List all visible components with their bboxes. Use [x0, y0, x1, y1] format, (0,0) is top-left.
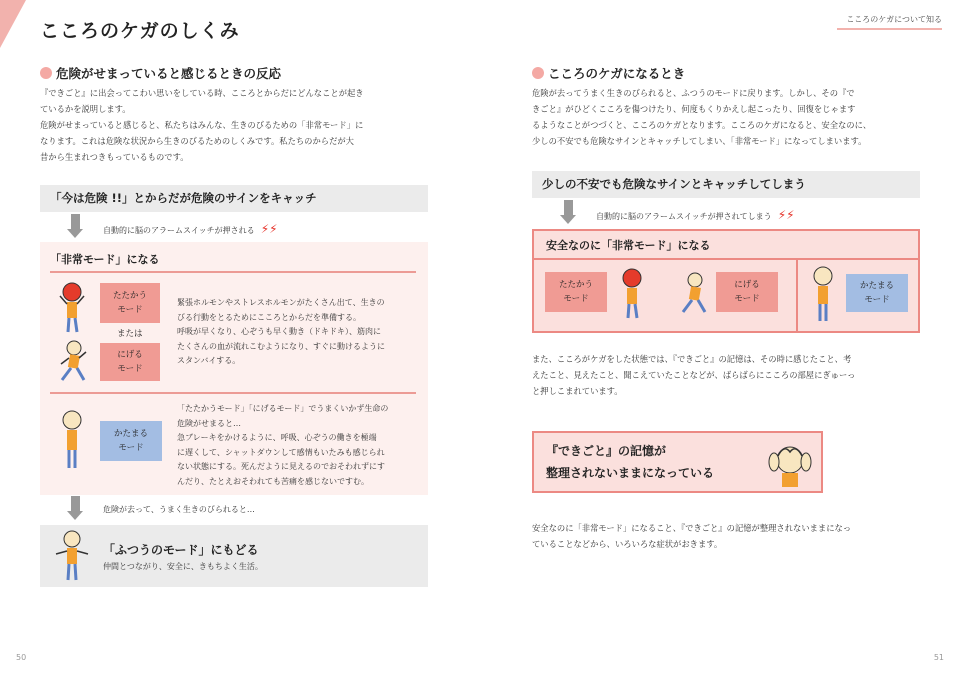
flee-mode-label: にげる モード: [100, 343, 160, 381]
bullet-dot-icon: [532, 67, 544, 79]
emergency-mode-title: 「非常モード」になる: [50, 253, 160, 266]
down-arrow-icon: [67, 496, 83, 520]
bullet-dot-icon: [40, 67, 52, 79]
flee-mode-label-right: にげる モード: [716, 272, 778, 312]
right-section-heading: こころのケガになるとき: [532, 64, 685, 82]
alarm-note: 自動的に脳のアラームスイッチが押される ⚡⚡: [103, 222, 278, 236]
chapter-header: こころのケガについて知る: [846, 15, 942, 24]
header-underline: [837, 28, 942, 30]
danger-catch-bar: 「今は危険 !!」とからだが危険のサインをキャッチ: [40, 185, 428, 212]
divider: [534, 258, 918, 260]
danger-gone-note: 危険が去って、うまく生きのびられると…: [103, 505, 255, 514]
left-intro: 『できごと』に出会ってこわい思いをしている時、こころとからだにどんなことが起き ているかを説明します。 危険がせまっていると感じると、私たちはみんな、生きのびるための「非常モード」に なります。これは危険な状況から生きのびるためのしくみです。私たちのからだが大 昔から生まれつきもっているものです。: [40, 88, 364, 162]
fight-mode-label-right: たたかう モード: [545, 272, 607, 312]
angry-child-icon: [56, 282, 90, 334]
page-number-left: 50: [16, 653, 27, 662]
anxiety-catch-bar: 少しの不安でも危険なサインとキャッチしてしまう: [532, 171, 920, 198]
corner-decoration: [0, 0, 26, 48]
head-in-hands-icon: [764, 436, 816, 488]
running-child-icon: [56, 340, 90, 384]
memory-paragraph: また、こころがケガをした状態では、『できごと』の記憶は、その時に感じたこと、考 えたこと、見えたこと、聞こえていたことなどが、ばらばらにこころの部屋にぎゅーっ と押しこまれています。: [532, 354, 856, 396]
frozen-child-icon: [808, 266, 838, 324]
right-intro: 危険が去ってうまく生きのびられると、ふつうのモードに戻ります。しかし、その『で きごと』がひどくこころを傷つけたり、何度もくりかえし起こったり、回復をじゃます るようなことがつづくと、こころのケガとなります。こころのケガになると、安全なのに、 少しの不安でも危険なサインとキャッチしてしまい、「非常モード」になってしまいます。: [532, 88, 872, 146]
page-title: こころのケガのしくみ: [40, 20, 240, 42]
fight-mode-label: たたかう モード: [100, 283, 160, 323]
memory-box-text: 『できごと』の記憶が 整理されないままになっている: [546, 444, 715, 480]
down-arrow-icon: [67, 214, 83, 238]
or-label: または: [117, 329, 143, 339]
divider: [50, 392, 416, 394]
divider-vertical: [796, 258, 798, 331]
safe-emergency-title: 安全なのに「非常モード」になる: [546, 239, 711, 252]
down-arrow-icon: [560, 200, 576, 224]
alarm-note-right: 自動的に脳のアラームスイッチが押されてしまう ⚡⚡: [596, 208, 795, 222]
angry-child-icon: [618, 268, 648, 320]
divider: [50, 271, 416, 273]
page-number-right: 51: [933, 653, 944, 662]
happy-child-icon: [52, 530, 92, 582]
freeze-description: 「たたかうモード」「にげるモード」でうまくいかず生命の 危険がせまると… 急ブレーキをかけるように、呼吸、心ぞうの働きを極端 に遅くして、シャットダウンして感情もいたみも感じられ ない状態にする。死んだように見えるのでおそわれずにす んだり、たとえおそわれても苦痛を感じないですむ。: [177, 404, 389, 486]
left-section-heading: 危険がせまっていると感じるときの反応: [40, 64, 281, 82]
running-child-icon: [678, 272, 710, 316]
normal-mode-description: 仲間とつながり、安全に、きもちよく生活。: [103, 562, 263, 571]
fight-flee-description: 緊張ホルモンやストレスホルモンがたくさん出て、生きの びる行動をとるためにこころとからだを準備する。 呼吸が早くなり、心ぞうも早く動き（ドキドキ）、筋肉に たくさんの血が流れこむようになり、すぐに動けるように スタンバイする。: [177, 298, 385, 365]
symptoms-paragraph: 安全なのに「非常モード」になること、『できごと』の記憶が整理されないままになっ ていることなどから、いろいろな症状がおきます。: [532, 523, 852, 549]
freeze-mode-label: かたまる モード: [100, 421, 162, 461]
lightning-icon: ⚡⚡: [260, 222, 278, 236]
normal-mode-title: 「ふつうのモード」にもどる: [103, 543, 259, 557]
lightning-icon: ⚡⚡: [777, 208, 795, 222]
freeze-mode-label-right: かたまる モード: [846, 274, 908, 312]
frozen-child-icon: [55, 410, 89, 470]
